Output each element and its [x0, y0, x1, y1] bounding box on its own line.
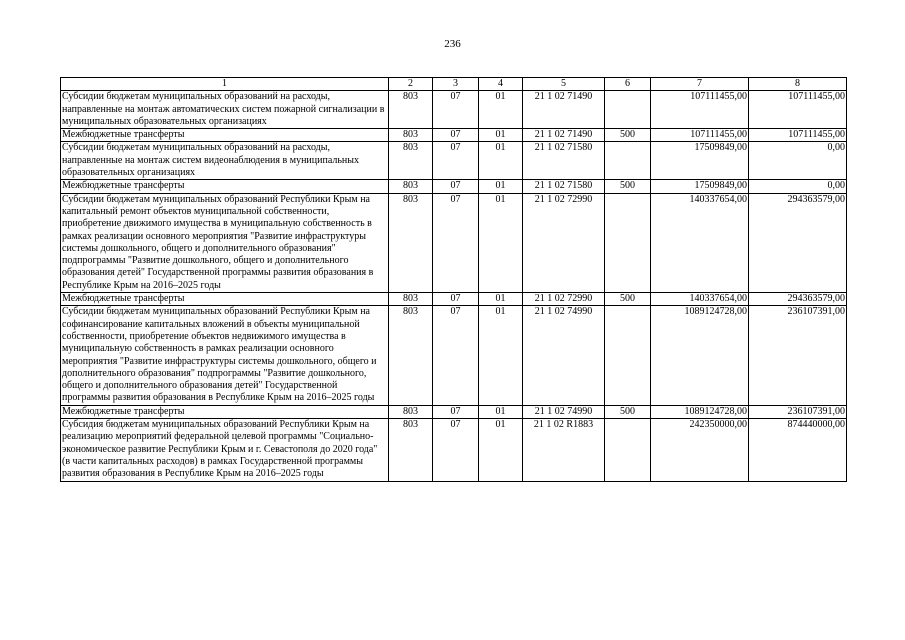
header-cell: 1 [61, 78, 389, 91]
target-code: 21 1 02 74990 [523, 306, 605, 405]
subsection-code: 01 [479, 193, 523, 292]
target-code: 21 1 02 74990 [523, 405, 605, 418]
table-row [61, 419, 847, 481]
page-number: 236 [444, 38, 461, 50]
sum-col-8: 236107391,00 [749, 306, 847, 405]
subsection-code: 01 [479, 306, 523, 405]
row-name: Субсидия бюджетам муниципальных образований Республики Крым на реализацию мероприятий федеральной целевой программы "Социально-экономическое развитие Республики Крым и г. Севастополя до 2020 года" (в части капитальных расходов) в рамках Государственной программы развития образования в Республике Крым на 2016–2025 годы [61, 419, 389, 481]
section-code: 07 [433, 293, 479, 306]
section-code: 07 [433, 142, 479, 180]
subsection-code: 01 [479, 142, 523, 180]
row-name: Межбюджетные трансферты [61, 405, 389, 418]
header-cell: 4 [479, 78, 523, 91]
subsection-code: 01 [479, 293, 523, 306]
table-row [61, 405, 847, 418]
sum-col-8: 107111455,00 [749, 91, 847, 129]
section-code: 07 [433, 193, 479, 292]
sum-col-8: 107111455,00 [749, 129, 847, 142]
section-code: 07 [433, 180, 479, 193]
header-cell: 3 [433, 78, 479, 91]
expense-type-code [605, 306, 651, 405]
sum-col-8: 236107391,00 [749, 405, 847, 418]
row-name: Межбюджетные трансферты [61, 293, 389, 306]
table-row [61, 142, 847, 180]
header-cell: 2 [389, 78, 433, 91]
ministry-code: 803 [389, 142, 433, 180]
subsection-code: 01 [479, 405, 523, 418]
sum-col-7: 140337654,00 [651, 293, 749, 306]
expense-type-code [605, 193, 651, 292]
ministry-code: 803 [389, 180, 433, 193]
budget-table [60, 77, 847, 482]
header-cell: 6 [605, 78, 651, 91]
sum-col-7: 242350000,00 [651, 419, 749, 481]
ministry-code: 803 [389, 91, 433, 129]
sum-col-8: 874440000,00 [749, 419, 847, 481]
row-name: Субсидии бюджетам муниципальных образований Республики Крым на капитальный ремонт объектов муниципальной собственности, приобретение движимого имущества в муниципальную собственность в рамках реализации основного мероприятия "Развитие инфраструктуры системы дошкольного, общего и дополнительного образования" подпрограммы "Развитие дошкольного, общего и дополнительного образования детей" Государственной программы развития образования в Республике Крым на 2016–2025 годы [61, 193, 389, 292]
subsection-code: 01 [479, 419, 523, 481]
sum-col-7: 17509849,00 [651, 142, 749, 180]
ministry-code: 803 [389, 405, 433, 418]
section-code: 07 [433, 405, 479, 418]
ministry-code: 803 [389, 419, 433, 481]
target-code: 21 1 02 R1883 [523, 419, 605, 481]
header-cell: 7 [651, 78, 749, 91]
row-name: Межбюджетные трансферты [61, 129, 389, 142]
target-code: 21 1 02 72990 [523, 293, 605, 306]
table-row [61, 306, 847, 405]
ministry-code: 803 [389, 129, 433, 142]
expense-type-code [605, 91, 651, 129]
subsection-code: 01 [479, 129, 523, 142]
header-cell: 8 [749, 78, 847, 91]
header-cell: 5 [523, 78, 605, 91]
subsection-code: 01 [479, 180, 523, 193]
row-name: Субсидии бюджетам муниципальных образований на расходы, направленные на монтаж автоматических систем пожарной сигнализации в муниципальных образовательных организациях [61, 91, 389, 129]
expense-type-code: 500 [605, 293, 651, 306]
section-code: 07 [433, 129, 479, 142]
expense-type-code: 500 [605, 405, 651, 418]
table-row [61, 129, 847, 142]
section-code: 07 [433, 91, 479, 129]
table-row [61, 91, 847, 129]
sum-col-8: 0,00 [749, 142, 847, 180]
row-name: Межбюджетные трансферты [61, 180, 389, 193]
target-code: 21 1 02 71580 [523, 142, 605, 180]
expense-type-code [605, 142, 651, 180]
ministry-code: 803 [389, 193, 433, 292]
sum-col-8: 0,00 [749, 180, 847, 193]
section-code: 07 [433, 419, 479, 481]
target-code: 21 1 02 71490 [523, 91, 605, 129]
table-row [61, 293, 847, 306]
header-row [61, 78, 847, 91]
sum-col-8: 294363579,00 [749, 193, 847, 292]
sum-col-7: 140337654,00 [651, 193, 749, 292]
ministry-code: 803 [389, 293, 433, 306]
table-row [61, 180, 847, 193]
expense-type-code: 500 [605, 129, 651, 142]
table-row [61, 193, 847, 292]
sum-col-7: 17509849,00 [651, 180, 749, 193]
ministry-code: 803 [389, 306, 433, 405]
target-code: 21 1 02 72990 [523, 193, 605, 292]
expense-type-code: 500 [605, 180, 651, 193]
sum-col-8: 294363579,00 [749, 293, 847, 306]
expense-type-code [605, 419, 651, 481]
target-code: 21 1 02 71490 [523, 129, 605, 142]
subsection-code: 01 [479, 91, 523, 129]
sum-col-7: 1089124728,00 [651, 306, 749, 405]
target-code: 21 1 02 71580 [523, 180, 605, 193]
row-name: Субсидии бюджетам муниципальных образований Республики Крым на софинансирование капитальных вложений в объекты муниципальной собственности, приобретение объектов недвижимого имущества в муниципальную собственность в рамках реализации основного мероприятия "Развитие инфраструктуры системы дошкольного, общего и дополнительного образования" подпрограммы "Развитие дошкольного, общего и дополнительного образования детей" Государственной программы развития образования в Республике Крым на 2016–2025 годы [61, 306, 389, 405]
section-code: 07 [433, 306, 479, 405]
row-name: Субсидии бюджетам муниципальных образований на расходы, направленные на монтаж систем видеонаблюдения в муниципальных образовательных организациях [61, 142, 389, 180]
sum-col-7: 1089124728,00 [651, 405, 749, 418]
sum-col-7: 107111455,00 [651, 91, 749, 129]
sum-col-7: 107111455,00 [651, 129, 749, 142]
